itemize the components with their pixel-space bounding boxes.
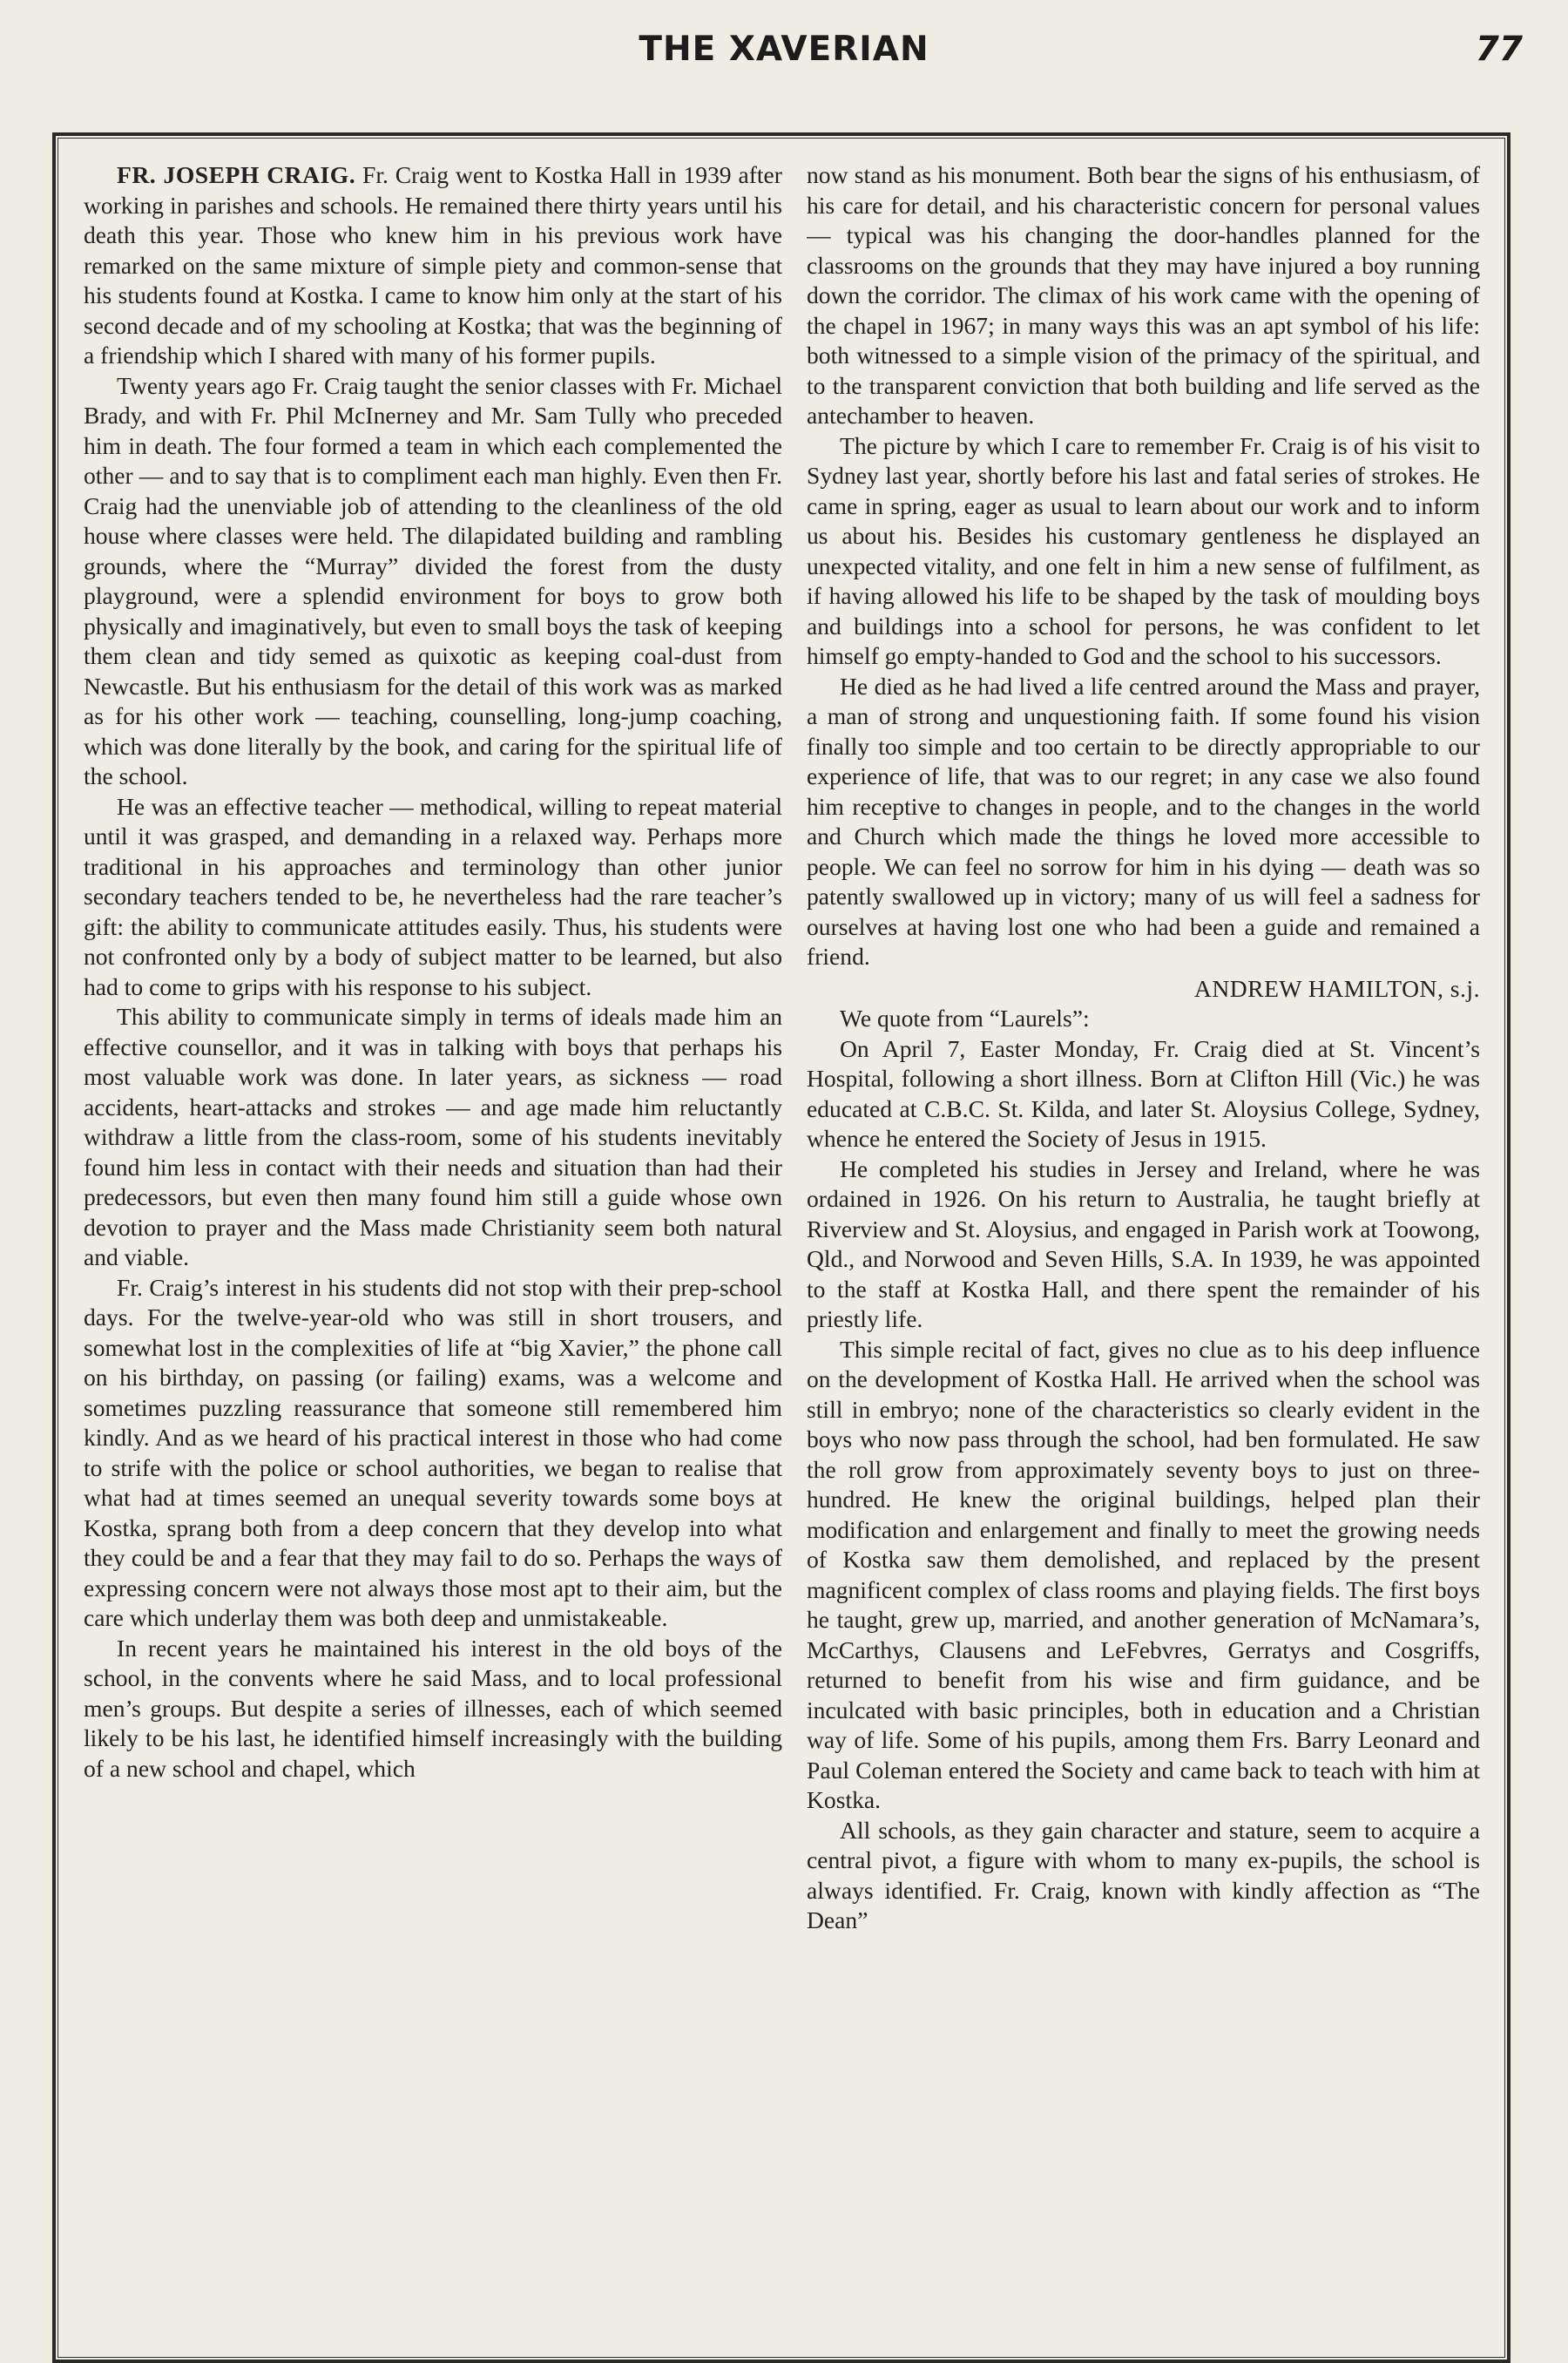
article-paragraph: In recent years he maintained his interest in the old boys of the school, in the convents where he said Mass, and to local professional men’s groups. But despite a series of illnesses, each of which seemed likely to be his last, he identified himself increasingly with the building of a new school and chapel, which <box>84 1634 782 1782</box>
quoted-paragraph: He completed his studies in Jersey and Ireland, where he was ordained in 1926. On his return to Australia, he taught briefly at Riverview and St. Aloysius, and engaged in Parish work at Toowong, Qld., and Norwood and Seven Hills, S.A. In 1939, he was appointed to the staff at Kostka Hall, and there spent the remainder of his priestly life. <box>807 1154 1480 1332</box>
left-column <box>84 160 782 2343</box>
running-head <box>0 26 1568 78</box>
quoted-paragraph: On April 7, Easter Monday, Fr. Craig died at St. Vincent’s Hospital, following a short illness. Born at Clifton Hill (Vic.) he was educated at C.B.C. St. Kilda, and later St. Aloysius College, Sydney, whence he entered the Society of Jesus in 1915. <box>807 1034 1480 1152</box>
article-paragraph: This ability to communicate simply in terms of ideals made him an effective counsellor, and it was in talking with boys that perhaps his most valuable work was done. In later years, as sickness — road accidents, heart-attacks and strokes — and age made him reluctantly withdraw a little from the class-room, some of his students inevitably found him less in contact with their needs and situation than had their predecessors, but even then many found him still a guide whose own devotion to prayer and the Mass made Christianity seem both natural and viable. <box>84 1003 782 1270</box>
author-signature: ANDREW HAMILTON, s.j. <box>1193 974 1480 1002</box>
quoted-paragraph: All schools, as they gain character and stature, seem to acquire a central pivot, a figure with whom to many ex-pupils, the school is always identified. Fr. Craig, known with kindly affection as “The Dean” <box>807 1816 1480 1933</box>
article-paragraph: He died as he had lived a life centred around the Mass and prayer, a man of strong and unquestioning faith. If some found his vision finally too simple and too certain to be directly appropriable to our experience of life, that was to our regret; in any case we also found him receptive to changes in people, and to the changes in the world and Church which made the things he loved more accessible to people. We can feel no sorrow for him in his dying — death was so patently swallowed up in victory; many of us will feel a sadness for ourselves at having lost one who had been a guide and remained a friend. <box>807 672 1480 970</box>
quoted-paragraph: This simple recital of fact, gives no clue as to his deep influence on the development of Kostka Hall. He arrived when the school was still in embryo; none of the characteristics so clearly evident in the boys who now pass through the school, had ben formulated. He saw the roll grow from approximately seventy boys to just on three-hundred. He knew the original buildings, helped plan their modification and enlargement and finally to meet the growing needs of Kostka saw them demolished, and replaced by the present magnificent complex of class rooms and playing fields. The first boys he taught, grew up, married, and another generation of McNamara’s, McCarthys, Clausens and LeFebvres, Gerratys and Cosgriffs, returned to benefit from his wise and firm guidance, and be inculcated with basic principles, both in education and a Christian way of life. Some of his pupils, among them Frs. Barry Leonard and Paul Coleman entered the Society and came back to teach with him at Kostka. <box>807 1335 1480 1813</box>
paragraph-text: Fr. Craig went to Kostka Hall in 1939 after working in parishes and schools. He remained there thirty years until his death this year. Those who knew him in his previous work have remarked on the same mixture of simple piety and common-sense that his students found at Kostka. I came to know him only at the start of his second decade and of my schooling at Kostka; that was the beginning of a friendship which I shared with many of his former pupils. <box>84 161 782 369</box>
quote-intro: We quote from “Laurels”: <box>840 1005 1090 1032</box>
article-paragraph: He was an effective teacher — methodical, willing to repeat material until it was grasped, and demanding in a relaxed way. Perhaps more traditional in his approaches and terminology than other junior secondary teachers tended to be, he nevertheless had the rare teacher’s gift: the ability to communicate attitudes easily. Thus, his students were not confronted only by a body of subject matter to be learned, but also had to come to grips with his response to his subject. <box>84 792 782 1000</box>
right-column <box>807 160 1480 2343</box>
article-paragraph <box>84 160 782 371</box>
article-paragraph: The picture by which I care to remember Fr. Craig is of his visit to Sydney last year, shortly before his last and fatal series of strokes. He came in spring, eager as usual to learn about our work and to inform us about his. Besides his customary gentleness he displayed an unexpected vitality, and one felt in him a new sense of fulfilment, as if having allowed his life to be shaped by the task of moulding boys and buildings into a school for persons, he was confident to let himself go empty-handed to God and the school to his successors. <box>807 431 1480 669</box>
journal-title: THE XAVERIAN <box>639 30 929 69</box>
article-paragraph: now stand as his monument. Both bear the signs of his enthusiasm, of his care for detail, and his characteristic concern for personal values — typical was his changing the door-handles planned for the classrooms on the grounds that they may have injured a boy running down the corridor. The climax of his work came with the opening of the chapel in 1967; in many ways this was an apt symbol of his life: both witnessed to a simple vision of the primacy of the spiritual, and to the transparent conviction that both building and life served as the antechamber to heaven. <box>807 161 1480 429</box>
subject-name: FR. JOSEPH CRAIG. <box>117 161 356 188</box>
article-paragraph: Twenty years ago Fr. Craig taught the senior classes with Fr. Michael Brady, and with Fr. Phil McInerney and Mr. Sam Tully who preceded him in death. The four formed a team in which each complemented the other — and to say that is to compliment each man highly. Even then Fr. Craig had the unenviable job of attending to the cleanliness of the old house where classes were held. The dilapidated building and rambling grounds, where the “Murray” divided the forest from the dusty playground, were a splendid environment for boys to grow both physically and imaginatively, but even to small boys the task of keeping them clean and tidy semed as quixotic as keeping coal-dust from Newcastle. But his enthusiasm for the detail of this work was as marked as for his other work — teaching, counselling, long-jump coaching, which was done literally by the book, and caring for the spiritual life of the school. <box>84 371 782 789</box>
article-paragraph: Fr. Craig’s interest in his students did not stop with their prep-school days. For the twelve-year-old who was still in short trousers, and somewhat lost in the complexities of life at “big Xavier,” the phone call on his birthday, on passing (or failing) exams, was a welcome and sometimes puzzling reassurance that someone still remembered him kindly. And as we heard of his practical interest in those who had come to strife with the police or school authorities, we began to realise that what had at times seemed an unequal severity towards some boys at Kostka, sprang both from a deep concern that they develop into what they could be and a fear that they may fail to do so. Perhaps the ways of expressing concern were not always those most apt to their aim, but the care which underlay them was both deep and unmistakeable. <box>84 1273 782 1631</box>
page-number: 77 <box>1475 30 1523 69</box>
